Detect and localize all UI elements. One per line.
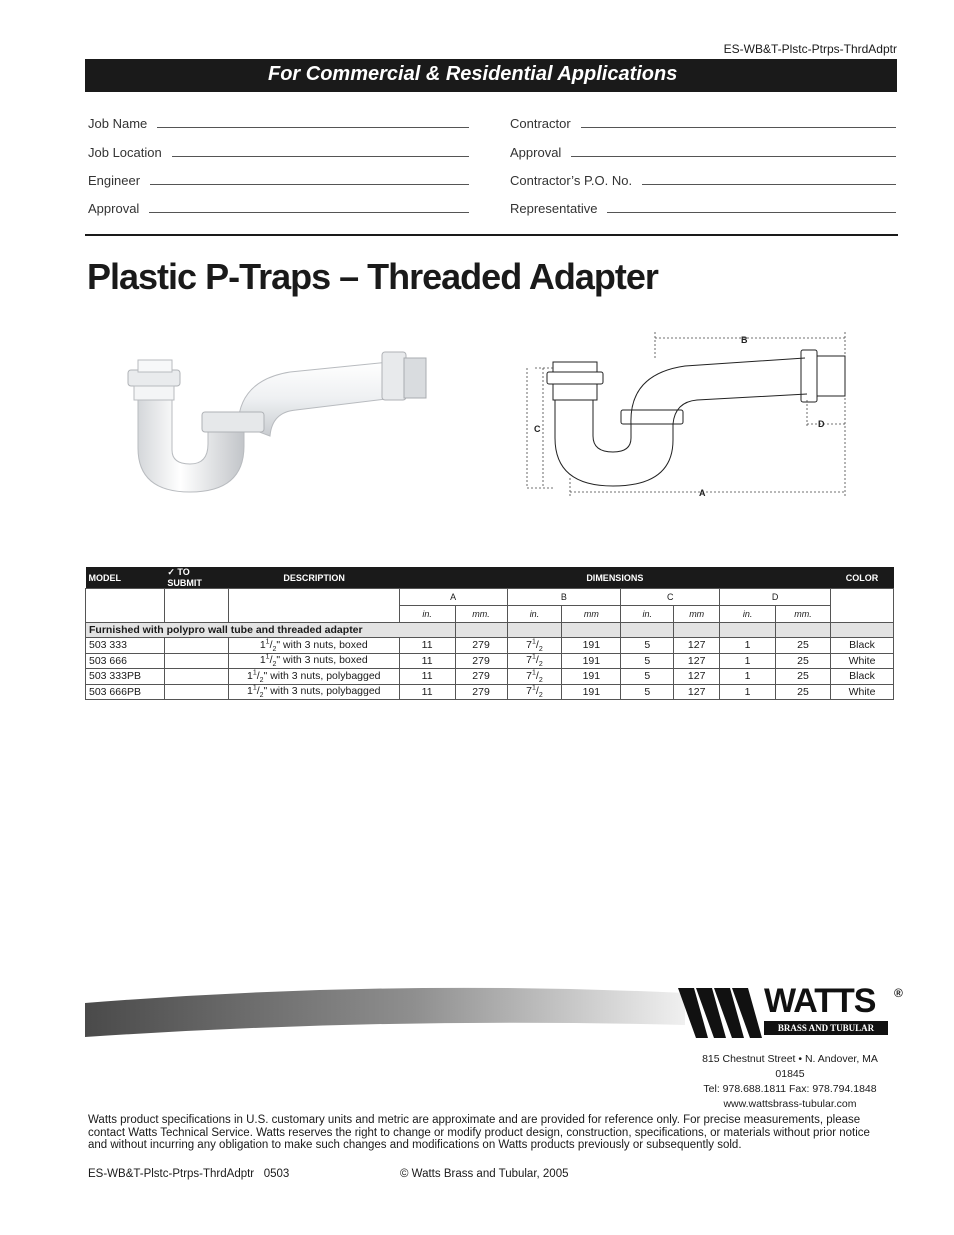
blank-cell <box>86 589 165 623</box>
col-header-dimensions: DIMENSIONS <box>399 567 830 589</box>
field-label: Approval <box>88 201 140 216</box>
field-label: Contractor <box>510 116 571 131</box>
description: $1^1/_2$" with 3 nuts, polybagged <box>246 669 381 684</box>
fill-line <box>172 155 469 157</box>
applications-banner: For Commercial & Residential Applications <box>85 59 897 92</box>
field-label: Approval <box>510 145 562 160</box>
field-label: Contractor’s P.O. No. <box>510 173 633 188</box>
document-code-top: ES-WB&T-Plstc-Ptrps-ThrdAdptr <box>723 42 897 56</box>
dim-group-b: B <box>507 589 621 606</box>
fill-line <box>157 126 469 128</box>
blank-cell <box>164 589 228 623</box>
watts-wordmark: WATTS <box>764 982 876 1020</box>
col-header-color: COLOR <box>830 567 893 589</box>
unit-label: mm <box>674 606 720 623</box>
website-link[interactable]: www.wattsbrass-tubular.com <box>723 1098 857 1110</box>
dim-label-b: B <box>741 335 748 345</box>
spec-table <box>85 567 894 700</box>
dim-c-in: 5 <box>644 670 651 683</box>
field-label: Representative <box>510 201 598 216</box>
description: $1^1/_2$" with 3 nuts, boxed <box>259 638 368 653</box>
blank-cell <box>830 589 893 623</box>
description: $1^1/_2$" with 3 nuts, boxed <box>259 653 368 669</box>
dim-d-in: 1 <box>744 639 751 652</box>
table-group-row <box>86 623 894 638</box>
dim-group-a: A <box>399 589 507 606</box>
dim-c-mm: 127 <box>687 654 706 667</box>
dim-d-in: 1 <box>744 686 751 699</box>
watts-logo <box>678 982 908 1041</box>
dim-c-mm: 127 <box>687 670 706 683</box>
fill-line <box>571 155 896 157</box>
fill-line <box>149 211 469 213</box>
field-label: Engineer <box>88 173 141 188</box>
color-value: White <box>848 686 876 699</box>
model-number: 503 333 <box>89 639 127 652</box>
dimension-group-row <box>86 589 894 606</box>
dim-c-in: 5 <box>644 639 651 652</box>
dim-d-mm: 25 <box>797 654 809 667</box>
dim-a-in: 11 <box>421 670 433 683</box>
dim-b-mm: 191 <box>582 686 601 699</box>
registered-mark: ® <box>894 986 903 1000</box>
dim-b-mm: 191 <box>582 639 601 652</box>
approval-field-right[interactable] <box>510 145 896 160</box>
section-divider <box>85 234 898 236</box>
model-number: 503 666 <box>89 654 127 667</box>
dim-b-in: $7^1/_2$ <box>526 653 543 669</box>
dim-d-in: 1 <box>744 670 751 683</box>
dim-a-in: 11 <box>421 639 433 652</box>
footer-document-code: ES-WB&T-Plstc-Ptrps-ThrdAdptr 0503 <box>88 1168 290 1180</box>
p-trap-dimension-diagram <box>525 328 855 503</box>
dim-c-in: 5 <box>644 654 651 667</box>
dim-b-in: $7^1/_2$ <box>526 684 543 700</box>
phone-fax-line: Tel: 978.688.1811 Fax: 978.794.1848 <box>703 1083 877 1095</box>
page-title: Plastic P-Traps – Threaded Adapter <box>87 256 658 297</box>
contractor-po-field[interactable] <box>510 173 896 188</box>
fill-line <box>150 183 469 185</box>
table-row <box>86 669 894 685</box>
dim-b-in: $7^1/_2$ <box>526 669 543 684</box>
col-header-model: MODEL <box>86 567 165 589</box>
dim-a-mm: 279 <box>472 639 490 652</box>
p-trap-product-image <box>120 340 440 510</box>
dim-c-mm: 127 <box>687 639 706 652</box>
group-label: Furnished with polypro wall tube and threaded adapter <box>86 623 456 638</box>
dim-d-in: 1 <box>744 654 751 667</box>
dim-d-mm: 25 <box>797 639 809 652</box>
model-number: 503 333PB <box>89 670 141 683</box>
dim-b-in: $7^1/_2$ <box>526 638 543 653</box>
dim-b-mm: 191 <box>582 670 601 683</box>
col-header-submit: ✓ TO SUBMIT <box>164 567 228 589</box>
copyright-text: © Watts Brass and Tubular, 2005 <box>400 1168 569 1180</box>
contractor-field[interactable] <box>510 116 896 131</box>
dim-a-mm: 279 <box>472 686 490 699</box>
engineer-field[interactable] <box>88 173 469 188</box>
unit-label: mm. <box>455 606 507 623</box>
color-value: Black <box>849 670 875 683</box>
unit-label: in. <box>621 606 674 623</box>
fill-line <box>607 211 896 213</box>
company-address <box>690 1052 890 1112</box>
dim-group-d: D <box>720 589 831 606</box>
dim-d-mm: 25 <box>797 670 809 683</box>
field-label: Job Name <box>88 116 148 131</box>
color-value: Black <box>849 639 875 652</box>
job-name-field[interactable] <box>88 116 469 131</box>
blank-cell <box>228 589 399 623</box>
dim-a-in: 11 <box>421 686 433 699</box>
color-value: White <box>848 654 876 667</box>
col-header-description: DESCRIPTION <box>228 567 399 589</box>
dim-d-mm: 25 <box>797 686 809 699</box>
dim-c-mm: 127 <box>687 686 706 699</box>
table-row <box>86 638 894 654</box>
field-label: Job Location <box>88 145 162 160</box>
brand-swoosh-graphic <box>85 985 685 1045</box>
unit-label: in. <box>399 606 455 623</box>
approval-field-left[interactable] <box>88 201 469 216</box>
job-location-field[interactable] <box>88 145 469 160</box>
address-line: 815 Chestnut Street • N. Andover, MA 01845 <box>702 1053 878 1080</box>
dim-label-c: C <box>534 424 541 434</box>
dim-a-in: 11 <box>421 654 433 667</box>
dim-group-c: C <box>621 589 720 606</box>
unit-label: mm <box>562 606 621 623</box>
brand-subtitle: BRASS AND TUBULAR <box>764 1021 888 1035</box>
dim-label-a: A <box>699 488 706 498</box>
table-header-row <box>86 567 894 589</box>
dim-c-in: 5 <box>644 686 651 699</box>
description: $1^1/_2$" with 3 nuts, polybagged <box>246 684 381 700</box>
dim-a-mm: 279 <box>472 670 490 683</box>
unit-label: in. <box>507 606 562 623</box>
table-row <box>86 684 894 700</box>
model-number: 503 666PB <box>89 686 141 699</box>
dim-b-mm: 191 <box>582 654 601 667</box>
dim-label-d: D <box>818 419 825 429</box>
table-row <box>86 653 894 669</box>
unit-label: in. <box>720 606 776 623</box>
watts-w-mark-icon <box>678 988 764 1038</box>
disclaimer-text: Watts product specifications in U.S. customary units and metric are approximate and are provided for reference only. For precise measurements, please contact Watts Technical Service. Watts reserves the right to change or modify product design, construction, specifications, or materials without prior notice and without incurring any obligation to make such changes and modifications on Watts products previously or subsequently sold. <box>88 1114 870 1151</box>
unit-label: mm. <box>776 606 831 623</box>
representative-field[interactable] <box>510 201 896 216</box>
dim-a-mm: 279 <box>472 654 490 667</box>
fill-line <box>642 183 896 185</box>
fill-line <box>581 126 896 128</box>
